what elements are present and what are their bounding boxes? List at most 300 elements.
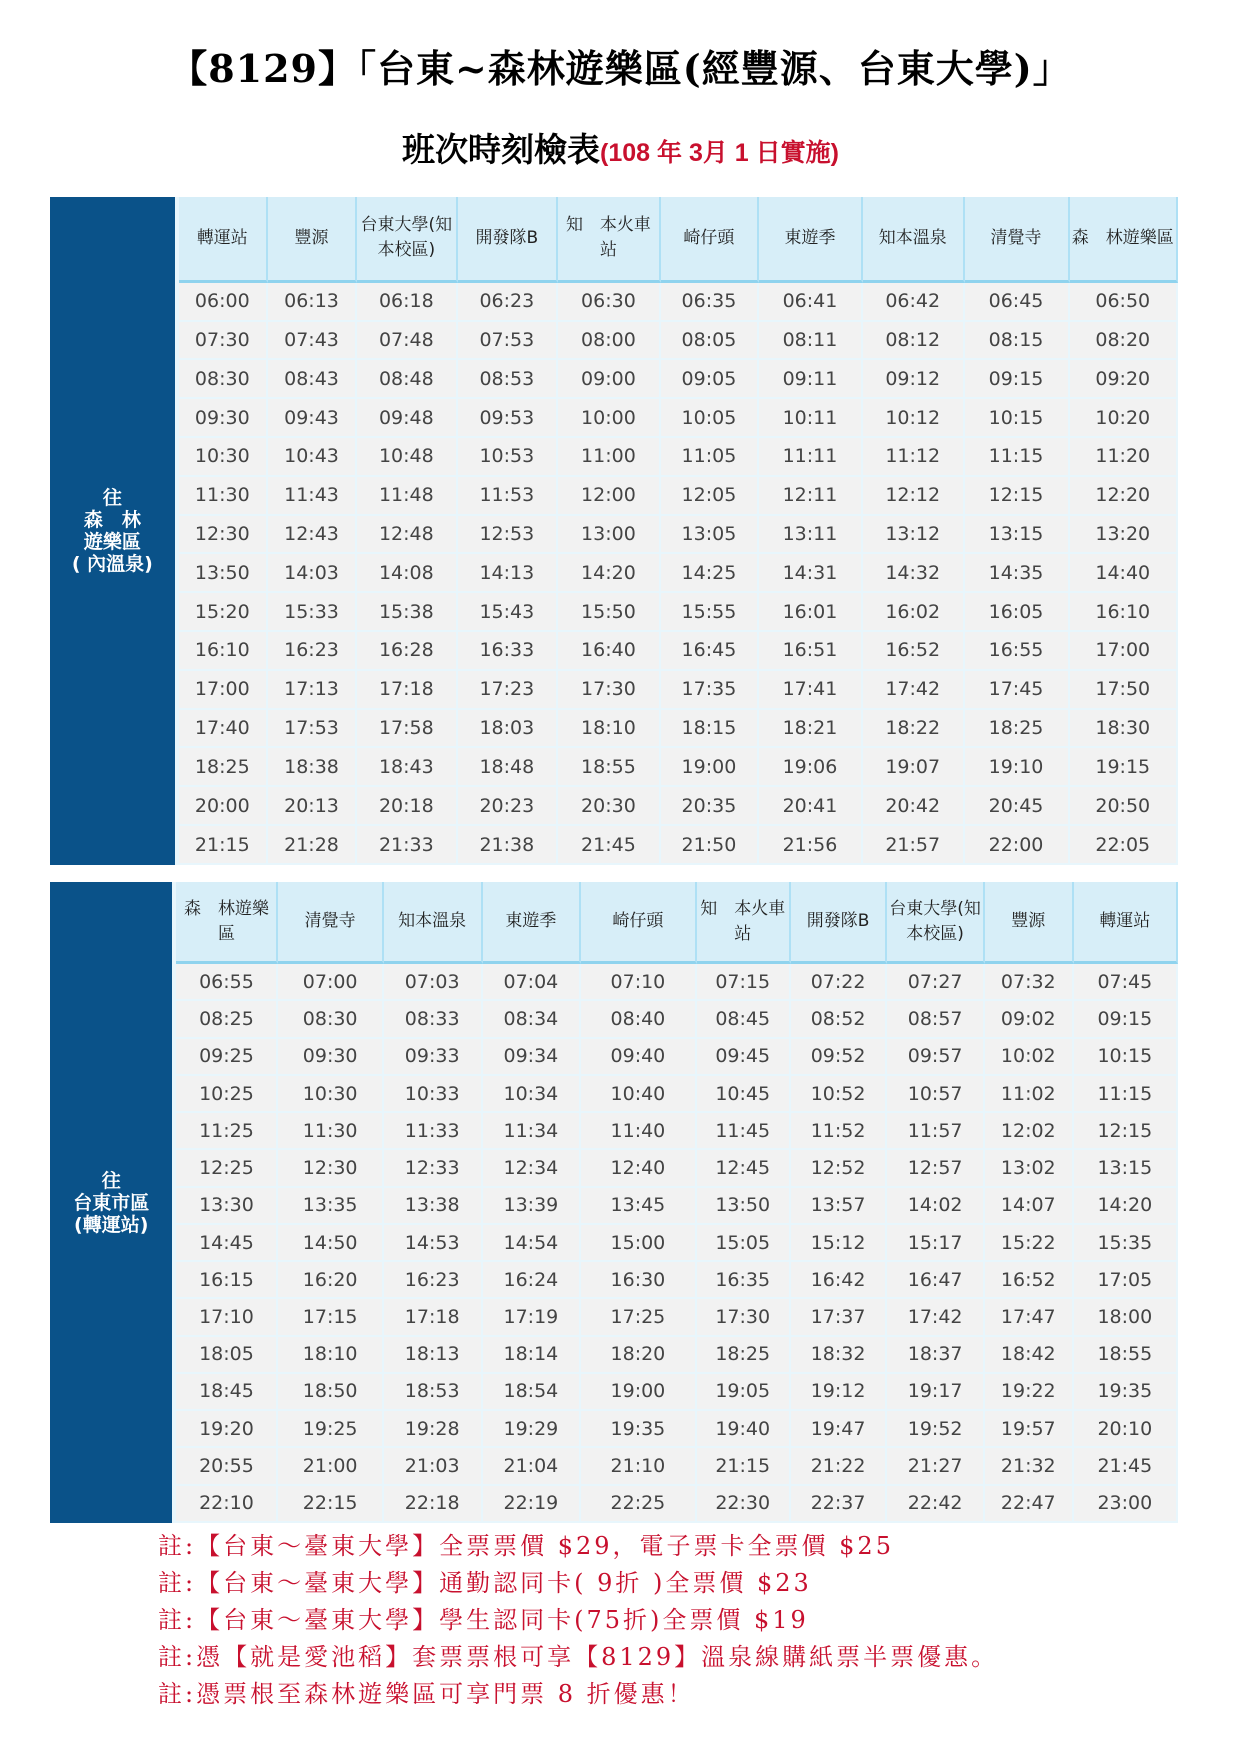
time-cell: 18:37 xyxy=(887,1337,985,1374)
time-cell: 08:05 xyxy=(661,322,759,361)
time-cell: 21:32 xyxy=(985,1448,1074,1485)
table-row xyxy=(50,1374,1178,1411)
time-cell: 17:37 xyxy=(791,1299,887,1336)
time-cell: 18:25 xyxy=(697,1337,791,1374)
column-header: 豐源 xyxy=(268,197,357,283)
time-cell: 08:48 xyxy=(357,360,457,399)
timetable-to-city xyxy=(50,882,1178,1523)
time-cell: 13:15 xyxy=(965,516,1070,555)
table-row xyxy=(50,1486,1178,1523)
time-cell: 07:03 xyxy=(384,964,483,1001)
time-cell: 17:19 xyxy=(483,1299,582,1336)
column-header: 清覺寺 xyxy=(965,197,1070,283)
time-cell: 18:03 xyxy=(458,710,558,749)
time-cell: 17:00 xyxy=(1070,632,1178,671)
time-cell: 14:35 xyxy=(965,554,1070,593)
time-cell: 18:43 xyxy=(357,748,457,787)
time-cell: 15:05 xyxy=(697,1225,791,1262)
time-cell: 17:35 xyxy=(661,671,759,710)
time-cell: 18:48 xyxy=(458,748,558,787)
time-cell: 12:45 xyxy=(697,1150,791,1187)
time-cell: 06:55 xyxy=(176,964,278,1001)
time-cell: 09:34 xyxy=(483,1039,582,1076)
time-cell: 21:03 xyxy=(384,1448,483,1485)
header-row xyxy=(50,197,1178,283)
time-cell: 17:30 xyxy=(558,671,661,710)
time-cell: 11:20 xyxy=(1070,438,1178,477)
table-row xyxy=(50,438,1178,477)
time-cell: 09:53 xyxy=(458,399,558,438)
time-cell: 20:50 xyxy=(1070,787,1178,826)
time-cell: 18:14 xyxy=(483,1337,582,1374)
time-cell: 19:00 xyxy=(581,1374,696,1411)
time-cell: 10:15 xyxy=(965,399,1070,438)
time-cell: 19:35 xyxy=(1074,1374,1178,1411)
time-cell: 18:50 xyxy=(278,1374,383,1411)
time-cell: 20:55 xyxy=(176,1448,278,1485)
time-cell: 21:22 xyxy=(791,1448,887,1485)
time-cell: 09:02 xyxy=(985,1001,1074,1038)
time-cell: 13:00 xyxy=(558,516,661,555)
time-cell: 16:23 xyxy=(384,1262,483,1299)
time-cell: 06:50 xyxy=(1070,283,1178,322)
time-cell: 07:32 xyxy=(985,964,1074,1001)
time-cell: 10:48 xyxy=(357,438,457,477)
time-cell: 22:30 xyxy=(697,1486,791,1523)
time-cell: 17:58 xyxy=(357,710,457,749)
time-cell: 16:42 xyxy=(791,1262,887,1299)
column-header: 東遊季 xyxy=(483,882,582,964)
time-cell: 17:53 xyxy=(268,710,357,749)
time-cell: 06:23 xyxy=(458,283,558,322)
time-cell: 20:00 xyxy=(179,787,268,826)
time-cell: 18:10 xyxy=(558,710,661,749)
time-cell: 09:00 xyxy=(558,360,661,399)
column-header: 森 林遊樂區 xyxy=(176,882,278,964)
time-cell: 10:15 xyxy=(1074,1039,1178,1076)
time-cell: 22:25 xyxy=(581,1486,696,1523)
time-cell: 22:10 xyxy=(176,1486,278,1523)
time-cell: 06:42 xyxy=(863,283,965,322)
time-cell: 21:45 xyxy=(558,826,661,865)
time-cell: 15:17 xyxy=(887,1225,985,1262)
time-cell: 12:30 xyxy=(179,516,268,555)
time-cell: 17:40 xyxy=(179,710,268,749)
table-row xyxy=(50,360,1178,399)
time-cell: 14:53 xyxy=(384,1225,483,1262)
time-cell: 13:12 xyxy=(863,516,965,555)
time-cell: 08:30 xyxy=(278,1001,383,1038)
time-cell: 16:55 xyxy=(965,632,1070,671)
time-cell: 20:10 xyxy=(1074,1411,1178,1448)
time-cell: 17:42 xyxy=(863,671,965,710)
time-cell: 14:31 xyxy=(759,554,863,593)
table-row xyxy=(50,593,1178,632)
time-cell: 13:38 xyxy=(384,1188,483,1225)
time-cell: 10:30 xyxy=(179,438,268,477)
time-cell: 09:15 xyxy=(1074,1001,1178,1038)
time-cell: 09:15 xyxy=(965,360,1070,399)
column-header: 台東大學(知本校區) xyxy=(887,882,985,964)
time-cell: 09:45 xyxy=(697,1039,791,1076)
time-cell: 19:06 xyxy=(759,748,863,787)
direction-line: ( 內溫泉) xyxy=(71,553,153,575)
time-cell: 20:13 xyxy=(268,787,357,826)
time-cell: 16:35 xyxy=(697,1262,791,1299)
time-cell: 21:33 xyxy=(357,826,457,865)
time-cell: 14:40 xyxy=(1070,554,1178,593)
time-cell: 11:45 xyxy=(697,1113,791,1150)
time-cell: 10:25 xyxy=(176,1076,278,1113)
time-cell: 12:15 xyxy=(965,477,1070,516)
column-header: 森 林遊樂區 xyxy=(1070,197,1178,283)
table-row xyxy=(50,787,1178,826)
time-cell: 07:30 xyxy=(179,322,268,361)
table-row xyxy=(50,1448,1178,1485)
time-cell: 18:00 xyxy=(1074,1299,1178,1336)
time-cell: 18:30 xyxy=(1070,710,1178,749)
time-cell: 18:38 xyxy=(268,748,357,787)
time-cell: 07:10 xyxy=(581,964,696,1001)
time-cell: 13:50 xyxy=(179,554,268,593)
time-cell: 08:53 xyxy=(458,360,558,399)
time-cell: 09:43 xyxy=(268,399,357,438)
time-cell: 12:40 xyxy=(581,1150,696,1187)
time-cell: 13:39 xyxy=(483,1188,582,1225)
time-cell: 07:27 xyxy=(887,964,985,1001)
time-cell: 14:54 xyxy=(483,1225,582,1262)
time-cell: 19:10 xyxy=(965,748,1070,787)
time-cell: 12:05 xyxy=(661,477,759,516)
column-header: 崎仔頭 xyxy=(581,882,696,964)
time-cell: 09:40 xyxy=(581,1039,696,1076)
time-cell: 08:34 xyxy=(483,1001,582,1038)
time-cell: 18:25 xyxy=(965,710,1070,749)
time-cell: 06:18 xyxy=(357,283,457,322)
time-cell: 18:22 xyxy=(863,710,965,749)
time-cell: 18:42 xyxy=(985,1337,1074,1374)
time-cell: 17:00 xyxy=(179,671,268,710)
time-cell: 13:45 xyxy=(581,1188,696,1225)
time-cell: 16:28 xyxy=(357,632,457,671)
time-cell: 19:47 xyxy=(791,1411,887,1448)
time-cell: 10:40 xyxy=(581,1076,696,1113)
column-header: 知 本火車站 xyxy=(558,197,661,283)
time-cell: 22:18 xyxy=(384,1486,483,1523)
time-cell: 08:11 xyxy=(759,322,863,361)
time-cell: 14:25 xyxy=(661,554,759,593)
time-cell: 21:56 xyxy=(759,826,863,865)
time-cell: 10:52 xyxy=(791,1076,887,1113)
column-header: 知本溫泉 xyxy=(863,197,965,283)
time-cell: 19:20 xyxy=(176,1411,278,1448)
time-cell: 16:10 xyxy=(1070,593,1178,632)
time-cell: 12:43 xyxy=(268,516,357,555)
time-cell: 17:10 xyxy=(176,1299,278,1336)
time-cell: 17:18 xyxy=(384,1299,483,1336)
time-cell: 07:45 xyxy=(1074,964,1178,1001)
page-subtitle xyxy=(0,124,1241,171)
time-cell: 12:11 xyxy=(759,477,863,516)
time-cell: 18:10 xyxy=(278,1337,383,1374)
table-row xyxy=(50,826,1178,865)
time-cell: 17:13 xyxy=(268,671,357,710)
time-cell: 18:25 xyxy=(179,748,268,787)
table-row xyxy=(50,671,1178,710)
column-header: 台東大學(知本校區) xyxy=(357,197,457,283)
time-cell: 16:45 xyxy=(661,632,759,671)
column-header: 清覺寺 xyxy=(278,882,383,964)
time-cell: 14:07 xyxy=(985,1188,1074,1225)
time-cell: 19:07 xyxy=(863,748,965,787)
time-cell: 08:43 xyxy=(268,360,357,399)
time-cell: 10:34 xyxy=(483,1076,582,1113)
table-row xyxy=(50,1150,1178,1187)
time-cell: 17:18 xyxy=(357,671,457,710)
time-cell: 06:45 xyxy=(965,283,1070,322)
direction-label xyxy=(50,197,179,865)
time-cell: 08:52 xyxy=(791,1001,887,1038)
time-cell: 16:33 xyxy=(458,632,558,671)
time-cell: 10:30 xyxy=(278,1076,383,1113)
time-cell: 18:55 xyxy=(1074,1337,1178,1374)
time-cell: 09:57 xyxy=(887,1039,985,1076)
time-cell: 18:15 xyxy=(661,710,759,749)
time-cell: 08:57 xyxy=(887,1001,985,1038)
time-cell: 12:15 xyxy=(1074,1113,1178,1150)
time-cell: 21:28 xyxy=(268,826,357,865)
time-cell: 14:45 xyxy=(176,1225,278,1262)
time-cell: 14:32 xyxy=(863,554,965,593)
time-cell: 10:33 xyxy=(384,1076,483,1113)
time-cell: 17:45 xyxy=(965,671,1070,710)
time-cell: 07:15 xyxy=(697,964,791,1001)
time-cell: 08:15 xyxy=(965,322,1070,361)
time-cell: 20:45 xyxy=(965,787,1070,826)
table-row xyxy=(50,1039,1178,1076)
time-cell: 22:19 xyxy=(483,1486,582,1523)
table-row xyxy=(50,1113,1178,1150)
time-cell: 13:05 xyxy=(661,516,759,555)
time-cell: 11:02 xyxy=(985,1076,1074,1113)
column-header: 轉運站 xyxy=(179,197,268,283)
column-header: 知本溫泉 xyxy=(384,882,483,964)
time-cell: 15:43 xyxy=(458,593,558,632)
table-row xyxy=(50,964,1178,1001)
time-cell: 16:10 xyxy=(179,632,268,671)
time-cell: 09:11 xyxy=(759,360,863,399)
time-cell: 14:20 xyxy=(1074,1188,1178,1225)
time-cell: 19:52 xyxy=(887,1411,985,1448)
time-cell: 12:12 xyxy=(863,477,965,516)
time-cell: 16:23 xyxy=(268,632,357,671)
table-row xyxy=(50,399,1178,438)
time-cell: 15:38 xyxy=(357,593,457,632)
subtitle-main: 班次時刻檢表 xyxy=(402,130,601,169)
page-title: 【8129】「台東~森林遊樂區(經豐源、台東大學)」 xyxy=(169,46,1072,91)
time-cell: 19:29 xyxy=(483,1411,582,1448)
time-cell: 11:33 xyxy=(384,1113,483,1150)
time-cell: 11:05 xyxy=(661,438,759,477)
time-cell: 18:32 xyxy=(791,1337,887,1374)
time-cell: 20:35 xyxy=(661,787,759,826)
time-cell: 15:50 xyxy=(558,593,661,632)
time-cell: 09:48 xyxy=(357,399,457,438)
time-cell: 06:41 xyxy=(759,283,863,322)
time-cell: 07:53 xyxy=(458,322,558,361)
time-cell: 13:11 xyxy=(759,516,863,555)
time-cell: 13:57 xyxy=(791,1188,887,1225)
time-cell: 16:20 xyxy=(278,1262,383,1299)
note-line: 註:【台東～臺東大學】學生認同卡(75折)全票價 $19 xyxy=(158,1606,809,1634)
time-cell: 08:20 xyxy=(1070,322,1178,361)
time-cell: 23:00 xyxy=(1074,1486,1178,1523)
time-cell: 06:35 xyxy=(661,283,759,322)
time-cell: 18:55 xyxy=(558,748,661,787)
time-cell: 19:05 xyxy=(697,1374,791,1411)
time-cell: 14:03 xyxy=(268,554,357,593)
note-line: 註:憑票根至森林遊樂區可享門票 8 折優惠！ xyxy=(158,1680,695,1708)
time-cell: 18:45 xyxy=(176,1374,278,1411)
time-cell: 08:33 xyxy=(384,1001,483,1038)
time-cell: 18:13 xyxy=(384,1337,483,1374)
time-cell: 09:25 xyxy=(176,1039,278,1076)
time-cell: 06:13 xyxy=(268,283,357,322)
time-cell: 17:23 xyxy=(458,671,558,710)
time-cell: 07:22 xyxy=(791,964,887,1001)
time-cell: 07:00 xyxy=(278,964,383,1001)
time-cell: 17:42 xyxy=(887,1299,985,1336)
time-cell: 12:48 xyxy=(357,516,457,555)
time-cell: 19:00 xyxy=(661,748,759,787)
table-row xyxy=(50,1001,1178,1038)
time-cell: 12:53 xyxy=(458,516,558,555)
time-cell: 18:53 xyxy=(384,1374,483,1411)
column-header: 東遊季 xyxy=(759,197,863,283)
time-cell: 13:20 xyxy=(1070,516,1178,555)
time-cell: 12:34 xyxy=(483,1150,582,1187)
time-cell: 19:15 xyxy=(1070,748,1178,787)
time-cell: 20:18 xyxy=(357,787,457,826)
time-cell: 19:17 xyxy=(887,1374,985,1411)
time-cell: 14:20 xyxy=(558,554,661,593)
time-cell: 10:57 xyxy=(887,1076,985,1113)
time-cell: 10:45 xyxy=(697,1076,791,1113)
time-cell: 11:40 xyxy=(581,1113,696,1150)
time-cell: 10:20 xyxy=(1070,399,1178,438)
time-cell: 16:02 xyxy=(863,593,965,632)
table-row xyxy=(50,748,1178,787)
time-cell: 14:08 xyxy=(357,554,457,593)
header-row xyxy=(50,882,1178,964)
time-cell: 16:52 xyxy=(985,1262,1074,1299)
time-cell: 21:57 xyxy=(863,826,965,865)
time-cell: 17:50 xyxy=(1070,671,1178,710)
column-header: 崎仔頭 xyxy=(661,197,759,283)
time-cell: 21:45 xyxy=(1074,1448,1178,1485)
time-cell: 11:11 xyxy=(759,438,863,477)
time-cell: 15:20 xyxy=(179,593,268,632)
column-header: 知 本火車站 xyxy=(697,882,791,964)
time-cell: 22:47 xyxy=(985,1486,1074,1523)
time-cell: 21:00 xyxy=(278,1448,383,1485)
time-cell: 18:21 xyxy=(759,710,863,749)
time-cell: 11:43 xyxy=(268,477,357,516)
time-cell: 19:40 xyxy=(697,1411,791,1448)
time-cell: 10:11 xyxy=(759,399,863,438)
time-cell: 10:43 xyxy=(268,438,357,477)
time-cell: 16:01 xyxy=(759,593,863,632)
time-cell: 15:33 xyxy=(268,593,357,632)
note-line: 註:【台東～臺東大學】通勤認同卡( 9折 )全票價 $23 xyxy=(158,1569,812,1597)
time-cell: 17:47 xyxy=(985,1299,1074,1336)
time-cell: 13:35 xyxy=(278,1188,383,1225)
time-cell: 08:45 xyxy=(697,1001,791,1038)
time-cell: 21:50 xyxy=(661,826,759,865)
table-row xyxy=(50,516,1178,555)
time-cell: 22:42 xyxy=(887,1486,985,1523)
time-cell: 12:33 xyxy=(384,1150,483,1187)
time-cell: 16:05 xyxy=(965,593,1070,632)
time-cell: 09:20 xyxy=(1070,360,1178,399)
time-cell: 11:15 xyxy=(1074,1076,1178,1113)
direction-line: 森 林 xyxy=(83,509,141,531)
time-cell: 12:20 xyxy=(1070,477,1178,516)
table-row xyxy=(50,477,1178,516)
time-cell: 15:22 xyxy=(985,1225,1074,1262)
note-line: 註:憑【就是愛池稻】套票票根可享【8129】溫泉線購紙票半票優惠。 xyxy=(158,1643,999,1671)
effective-date: (108 年 3月 1 日實施) xyxy=(600,139,839,167)
time-cell: 16:51 xyxy=(759,632,863,671)
time-cell: 11:12 xyxy=(863,438,965,477)
time-cell: 21:38 xyxy=(458,826,558,865)
time-cell: 20:23 xyxy=(458,787,558,826)
time-cell: 13:15 xyxy=(1074,1150,1178,1187)
column-header: 開發隊B xyxy=(458,197,558,283)
direction-line: (轉運站) xyxy=(74,1213,149,1236)
fare-notes xyxy=(158,1528,998,1713)
time-cell: 07:48 xyxy=(357,322,457,361)
time-cell: 19:57 xyxy=(985,1411,1074,1448)
note-line: 註:【台東～臺東大學】全票票價 $29，電子票卡全票價 $25 xyxy=(158,1532,894,1560)
time-cell: 09:52 xyxy=(791,1039,887,1076)
time-cell: 16:40 xyxy=(558,632,661,671)
direction-label xyxy=(50,882,176,1523)
time-cell: 10:12 xyxy=(863,399,965,438)
column-header: 轉運站 xyxy=(1074,882,1178,964)
time-cell: 09:12 xyxy=(863,360,965,399)
time-cell: 07:43 xyxy=(268,322,357,361)
time-cell: 17:05 xyxy=(1074,1262,1178,1299)
time-cell: 09:30 xyxy=(179,399,268,438)
table-row xyxy=(50,554,1178,593)
time-cell: 17:25 xyxy=(581,1299,696,1336)
table-row xyxy=(50,1188,1178,1225)
time-cell: 08:40 xyxy=(581,1001,696,1038)
time-cell: 09:33 xyxy=(384,1039,483,1076)
time-cell: 21:04 xyxy=(483,1448,582,1485)
time-cell: 15:00 xyxy=(581,1225,696,1262)
time-cell: 12:02 xyxy=(985,1113,1074,1150)
time-cell: 11:00 xyxy=(558,438,661,477)
time-cell: 09:30 xyxy=(278,1039,383,1076)
time-cell: 18:20 xyxy=(581,1337,696,1374)
time-cell: 16:30 xyxy=(581,1262,696,1299)
time-cell: 08:30 xyxy=(179,360,268,399)
time-cell: 11:25 xyxy=(176,1113,278,1150)
time-cell: 20:41 xyxy=(759,787,863,826)
time-cell: 09:05 xyxy=(661,360,759,399)
